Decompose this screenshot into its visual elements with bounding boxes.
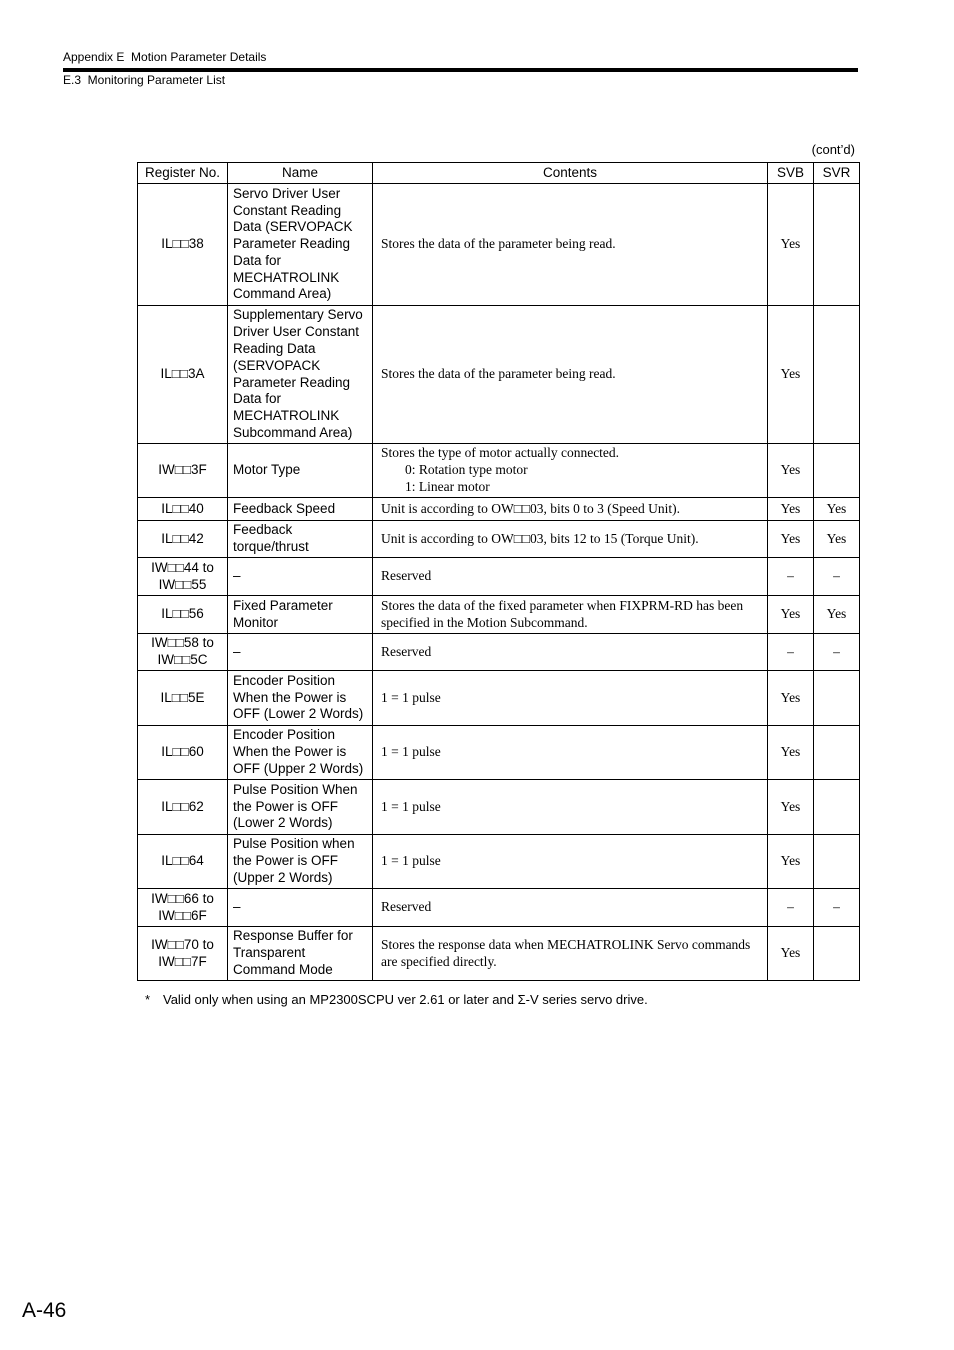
table-row: [138, 780, 860, 835]
name-line: the Power is OFF: [233, 798, 339, 814]
column-header-name: Name: [228, 163, 373, 184]
contents-cell: [373, 558, 768, 596]
name-line: OFF (Lower 2 Words): [233, 706, 364, 722]
contents-line: Unit is according to OW□□03, bits 0 to 3 (Speed Unit).: [381, 500, 681, 516]
register-line: IW□□55: [158, 576, 207, 592]
name-line: Data for: [233, 252, 282, 268]
column-header-svr: SVR: [814, 163, 860, 184]
register-line: IL□□62: [161, 798, 204, 814]
name-line: MECHATROLINK: [233, 269, 340, 285]
register-line: IW□□6F: [158, 907, 207, 923]
table-row: [138, 671, 860, 726]
contents-line: Stores the response data when MECHATROLINK Servo commands: [381, 936, 751, 952]
name-line: Pulse Position when: [233, 836, 355, 852]
name-line: Command Mode: [233, 961, 333, 977]
register-line: IW□□44 to: [151, 559, 214, 575]
svb-cell: –: [768, 889, 814, 927]
column-header-register: Register No.: [138, 163, 228, 184]
name-line: Driver User Constant: [233, 324, 360, 340]
svr-cell: [814, 184, 860, 306]
contents-line: 1 = 1 pulse: [381, 853, 441, 869]
table-row: [138, 835, 860, 889]
contents-line: Stores the type of motor actually connected.: [381, 445, 620, 461]
register-cell: [138, 521, 228, 558]
register-line: IW□□66 to: [151, 890, 214, 906]
running-header-section: Appendix E Motion Parameter Details: [63, 50, 267, 64]
table-row: [138, 306, 860, 444]
contents-cell: [373, 444, 768, 498]
svb-cell: Yes: [768, 596, 814, 634]
register-cell: [138, 596, 228, 634]
name-cell: [228, 184, 373, 306]
name-cell: [228, 835, 373, 889]
register-line: IL□□60: [161, 744, 204, 760]
contents-line: 1 = 1 pulse: [381, 798, 441, 814]
contents-cell: [373, 671, 768, 726]
name-line: the Power is OFF: [233, 853, 339, 869]
contents-line: 0: Rotation type motor: [405, 462, 528, 478]
contents-line: 1: Linear motor: [405, 478, 490, 494]
name-line: Fixed Parameter: [233, 597, 333, 613]
name-line: Command Area): [233, 286, 332, 302]
name-line: Encoder Position: [233, 727, 336, 743]
contents-line: Stores the data of the parameter being read.: [381, 366, 616, 382]
svb-cell: Yes: [768, 780, 814, 835]
register-line: IL□□42: [161, 530, 204, 546]
name-line: When the Power is: [233, 689, 347, 705]
table-row: [138, 889, 860, 927]
register-line: IW□□5C: [157, 652, 208, 667]
name-line: Encoder Position: [233, 672, 336, 688]
name-line: Response Buffer for: [233, 928, 353, 944]
register-line: IW□□3F: [158, 462, 207, 478]
name-line: –: [233, 643, 241, 659]
svr-cell: –: [814, 634, 860, 671]
register-cell: [138, 726, 228, 780]
name-cell: [228, 634, 373, 671]
svb-cell: Yes: [768, 927, 814, 981]
svr-cell: [814, 444, 860, 498]
svb-cell: Yes: [768, 184, 814, 306]
column-header-svb: SVB: [768, 163, 814, 184]
svb-cell: –: [768, 558, 814, 596]
header-rule: [63, 68, 858, 72]
name-line: When the Power is: [233, 744, 347, 760]
svr-cell: [814, 671, 860, 726]
contents-cell: [373, 835, 768, 889]
register-cell: [138, 498, 228, 521]
svb-cell: Yes: [768, 835, 814, 889]
name-line: Feedback: [233, 522, 293, 538]
register-line: IL□□5E: [160, 689, 205, 705]
table-row: [138, 444, 860, 498]
name-line: –: [233, 568, 241, 584]
table-row: [138, 184, 860, 306]
name-cell: [228, 306, 373, 444]
register-line: IW□□58 to: [151, 635, 214, 651]
name-cell: [228, 726, 373, 780]
name-line: OFF (Upper 2 Words): [233, 760, 364, 776]
svr-cell: [814, 835, 860, 889]
name-line: Subcommand Area): [233, 424, 353, 440]
register-cell: [138, 835, 228, 889]
name-cell: [228, 444, 373, 498]
contents-cell: [373, 634, 768, 671]
svr-cell: Yes: [814, 596, 860, 634]
register-cell: [138, 558, 228, 596]
contents-cell: [373, 596, 768, 634]
register-line: IL□□56: [161, 606, 204, 622]
contents-cell: [373, 184, 768, 306]
contents-line: Stores the data of the parameter being read.: [381, 236, 616, 252]
register-cell: [138, 634, 228, 671]
contents-line: 1 = 1 pulse: [381, 689, 441, 705]
svr-cell: [814, 780, 860, 835]
name-line: Data for: [233, 391, 282, 407]
name-line: Supplementary Servo: [233, 307, 363, 323]
contents-line: Reserved: [381, 568, 432, 584]
name-line: (SERVOPACK: [233, 357, 321, 373]
name-cell: [228, 498, 373, 521]
register-line: IL□□38: [161, 236, 204, 252]
svb-cell: Yes: [768, 671, 814, 726]
contents-line: are specified directly.: [381, 953, 497, 969]
name-line: Data (SERVOPACK: [233, 219, 353, 235]
contents-cell: [373, 927, 768, 981]
page-number: A-46: [22, 1299, 67, 1322]
column-header-contents: Contents: [373, 163, 768, 184]
register-line: IL□□3A: [160, 366, 205, 382]
name-cell: [228, 558, 373, 596]
svb-cell: –: [768, 634, 814, 671]
contents-cell: [373, 780, 768, 835]
register-cell: [138, 927, 228, 981]
register-line: IW□□70 to: [151, 936, 214, 952]
name-cell: [228, 889, 373, 927]
name-cell: [228, 521, 373, 558]
table-row: [138, 726, 860, 780]
contents-line: 1 = 1 pulse: [381, 744, 441, 760]
name-line: torque/thrust: [233, 539, 309, 554]
name-line: Motor Type: [233, 462, 301, 478]
svr-cell: [814, 306, 860, 444]
name-line: MECHATROLINK: [233, 408, 340, 424]
name-cell: [228, 671, 373, 726]
name-line: Transparent: [233, 945, 306, 961]
name-line: Constant Reading: [233, 202, 342, 218]
name-line: (Lower 2 Words): [233, 815, 333, 831]
name-line: Reading Data: [233, 340, 316, 356]
table-header-row: [138, 163, 860, 184]
contents-line: Reserved: [381, 643, 432, 659]
register-line: IW□□7F: [158, 953, 207, 969]
name-cell: [228, 927, 373, 981]
table-row: [138, 596, 860, 634]
svb-cell: Yes: [768, 306, 814, 444]
contents-line: Unit is according to OW□□03, bits 12 to 15 (Torque Unit).: [381, 530, 699, 546]
table-row: [138, 498, 860, 521]
contents-line: Reserved: [381, 899, 432, 915]
monitoring-parameter-table: [137, 162, 860, 981]
name-line: Servo Driver User: [233, 185, 341, 201]
continued-label: (cont’d): [811, 142, 855, 157]
name-cell: [228, 780, 373, 835]
register-cell: [138, 889, 228, 927]
name-line: Feedback Speed: [233, 500, 336, 516]
name-line: (Upper 2 Words): [233, 869, 333, 885]
svr-cell: Yes: [814, 521, 860, 558]
register-line: IL□□40: [161, 500, 204, 516]
svr-cell: [814, 726, 860, 780]
svr-cell: –: [814, 889, 860, 927]
table-row: [138, 521, 860, 558]
name-line: Parameter Reading: [233, 374, 351, 390]
contents-cell: [373, 726, 768, 780]
name-line: Pulse Position When: [233, 781, 358, 797]
svb-cell: Yes: [768, 726, 814, 780]
table-row: [138, 927, 860, 981]
name-line: Parameter Reading: [233, 236, 351, 252]
footnote-mark: *: [145, 992, 151, 1007]
contents-line: specified in the Motion Subcommand.: [381, 614, 588, 630]
contents-line: Stores the data of the fixed parameter when FIXPRM-RD has been: [381, 597, 744, 613]
name-cell: [228, 596, 373, 634]
register-cell: [138, 184, 228, 306]
contents-cell: [373, 306, 768, 444]
register-cell: [138, 444, 228, 498]
svr-cell: [814, 927, 860, 981]
contents-cell: [373, 498, 768, 521]
register-cell: [138, 306, 228, 444]
contents-cell: [373, 521, 768, 558]
contents-cell: [373, 889, 768, 927]
register-cell: [138, 671, 228, 726]
register-line: IL□□64: [161, 853, 204, 869]
name-line: Monitor: [233, 614, 279, 630]
running-header-subsection: E.3 Monitoring Parameter List: [63, 73, 226, 87]
svr-cell: –: [814, 558, 860, 596]
table-row: [138, 558, 860, 596]
table-row: [138, 634, 860, 671]
svb-cell: Yes: [768, 521, 814, 558]
svb-cell: Yes: [768, 444, 814, 498]
svr-cell: Yes: [814, 498, 860, 521]
name-line: –: [233, 899, 241, 915]
register-cell: [138, 780, 228, 835]
svb-cell: Yes: [768, 498, 814, 521]
footnote-text: Valid only when using an MP2300SCPU ver 2.61 or later and Σ-V series servo drive.: [163, 992, 648, 1007]
